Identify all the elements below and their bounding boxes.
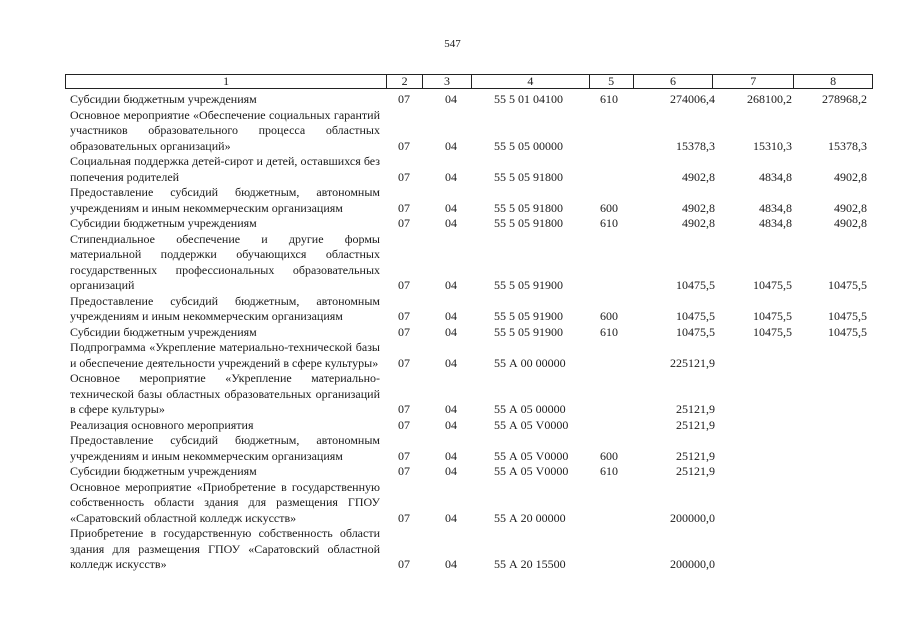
row-description: Реализация основного мероприятия (70, 417, 254, 432)
row-cell-c5: 610 (600, 216, 618, 230)
row-cell-c6: 4902,8 (682, 216, 715, 230)
row-cell-c8: 4902,8 (834, 200, 867, 215)
row-cell-c8: 10475,5 (828, 278, 867, 292)
row-cell-c7: 10475,5 (753, 309, 792, 323)
row-cell-c3: 04 (445, 200, 457, 215)
table-row (0, 154, 905, 185)
row-cell-c7: 15310,3 (753, 138, 792, 153)
row-cell-c8: 10475,5 (828, 309, 867, 323)
row-cell-c2: 07 (398, 216, 410, 230)
row-description: Стипендиальное обеспечение и другие формы материальной поддержки обучающихся областных государственных профессиональных образовательных организаций (70, 231, 380, 292)
row-cell-c2: 07 (398, 510, 410, 525)
row-cell-c4: 55 5 01 04100 (494, 92, 563, 106)
budget-table-body (0, 92, 905, 573)
row-cell-c4: 55 5 05 91800 (494, 169, 563, 184)
row-description: Социальная поддержка детей-сирот и детей, оставшихся без попечения родителей (70, 154, 380, 184)
header-col-5: 5 (590, 75, 634, 88)
row-cell-c4: 55 А 20 15500 (494, 557, 566, 571)
row-cell-c6: 225121,9 (670, 355, 715, 370)
row-description: Предоставление субсидий бюджетным, автономным учреждениям и иным некоммерческим организациям (70, 293, 380, 323)
row-cell-c2: 07 (398, 278, 410, 292)
row-cell-c6: 10475,5 (676, 278, 715, 292)
row-cell-c3: 04 (445, 464, 457, 478)
row-cell-c3: 04 (445, 216, 457, 230)
row-cell-c4: 55 А 20 00000 (494, 510, 566, 525)
row-cell-c5: 610 (600, 324, 618, 339)
table-header (65, 74, 873, 89)
table-row (0, 433, 905, 464)
row-cell-c3: 04 (445, 309, 457, 323)
table-row (0, 108, 905, 155)
row-cell-c5: 600 (600, 200, 618, 215)
table-row (0, 526, 905, 573)
row-cell-c4: 55 5 05 91900 (494, 324, 563, 339)
row-description: Основное мероприятие «Укрепление материально-технической базы областных образовательных организаций в сфере культуры» (70, 371, 380, 416)
row-cell-c2: 07 (398, 138, 410, 153)
row-cell-c4: 55 5 05 00000 (494, 138, 563, 153)
row-cell-c2: 07 (398, 92, 410, 106)
row-cell-c5: 610 (600, 92, 618, 106)
row-cell-c2: 07 (398, 402, 410, 416)
row-cell-c7: 4834,8 (759, 169, 792, 184)
row-cell-c4: 55 А 05 V0000 (494, 448, 569, 463)
table-row (0, 464, 905, 480)
row-cell-c3: 04 (445, 278, 457, 292)
row-cell-c6: 25121,9 (676, 402, 715, 416)
row-cell-c4: 55 А 05 V0000 (494, 417, 569, 432)
row-cell-c4: 55 А 05 00000 (494, 402, 566, 416)
row-description: Основное мероприятие «Приобретение в государственную собственность области здания для размещения ГПОУ «Саратовский областной колледж искусств» (70, 479, 380, 525)
table-row (0, 340, 905, 371)
row-cell-c6: 25121,9 (676, 464, 715, 478)
table-row (0, 92, 905, 108)
row-cell-c5: 610 (600, 464, 618, 478)
table-row (0, 185, 905, 216)
row-cell-c3: 04 (445, 510, 457, 525)
table-row (0, 294, 905, 325)
table-row (0, 232, 905, 294)
header-col-7: 7 (713, 75, 794, 88)
header-col-3: 3 (423, 75, 472, 88)
row-cell-c6: 200000,0 (670, 557, 715, 571)
row-cell-c4: 55 А 05 V0000 (494, 464, 569, 478)
row-cell-c2: 07 (398, 464, 410, 478)
row-cell-c8: 4902,8 (834, 169, 867, 184)
row-cell-c2: 07 (398, 324, 410, 339)
row-cell-c6: 25121,9 (676, 448, 715, 463)
row-cell-c3: 04 (445, 324, 457, 339)
header-col-2: 2 (387, 75, 423, 88)
row-description: Субсидии бюджетным учреждениям (70, 216, 257, 230)
row-cell-c3: 04 (445, 557, 457, 571)
row-cell-c6: 10475,5 (676, 324, 715, 339)
table-row (0, 216, 905, 232)
row-description: Субсидии бюджетным учреждениям (70, 464, 257, 478)
row-description: Предоставление субсидий бюджетным, автономным учреждениям и иным некоммерческим организациям (70, 185, 380, 215)
header-col-4: 4 (472, 75, 590, 88)
row-cell-c5: 600 (600, 309, 618, 323)
row-cell-c8: 278968,2 (822, 92, 867, 106)
row-cell-c4: 55 5 05 91800 (494, 216, 563, 230)
row-cell-c8: 15378,3 (828, 138, 867, 153)
row-cell-c6: 200000,0 (670, 510, 715, 525)
row-cell-c2: 07 (398, 557, 410, 571)
row-cell-c3: 04 (445, 402, 457, 416)
page-number: 547 (444, 38, 461, 50)
header-col-8: 8 (830, 74, 837, 88)
row-description: Субсидии бюджетным учреждениям (70, 324, 257, 339)
row-cell-c4: 55 5 05 91900 (494, 309, 563, 323)
table-row (0, 325, 905, 341)
row-description: Основное мероприятие «Обеспечение социальных гарантий участников образовательного процесса областных образовательных организаций» (70, 107, 380, 153)
row-cell-c6: 10475,5 (676, 309, 715, 323)
row-description: Субсидии бюджетным учреждениям (70, 92, 257, 106)
row-cell-c6: 4902,8 (682, 200, 715, 215)
row-cell-c2: 07 (398, 309, 410, 323)
row-cell-c3: 04 (445, 448, 457, 463)
row-cell-c4: 55 А 00 00000 (494, 355, 566, 370)
row-cell-c6: 274006,4 (670, 92, 715, 106)
table-row (0, 418, 905, 434)
row-description: Подпрограмма «Укрепление материально-технической базы и обеспечение деятельности учреждений в сфере культуры» (70, 340, 380, 370)
header-col-6: 6 (634, 75, 714, 88)
row-cell-c7: 4834,8 (759, 200, 792, 215)
row-cell-c5: 600 (600, 448, 618, 463)
row-cell-c2: 07 (398, 169, 410, 184)
row-cell-c7: 10475,5 (753, 324, 792, 339)
row-cell-c2: 07 (398, 200, 410, 215)
row-cell-c8: 10475,5 (828, 324, 867, 339)
row-cell-c3: 04 (445, 417, 457, 432)
row-cell-c3: 04 (445, 92, 457, 106)
table-row (0, 371, 905, 418)
row-cell-c2: 07 (398, 355, 410, 370)
row-description: Предоставление субсидий бюджетным, автономным учреждениям и иным некоммерческим организациям (70, 433, 380, 463)
row-cell-c7: 268100,2 (747, 92, 792, 106)
row-cell-c3: 04 (445, 169, 457, 184)
header-col-1: 1 (66, 75, 387, 88)
row-cell-c4: 55 5 05 91900 (494, 278, 563, 292)
row-cell-c6: 15378,3 (676, 138, 715, 153)
row-cell-c3: 04 (445, 138, 457, 153)
row-cell-c7: 4834,8 (759, 216, 792, 230)
row-cell-c8: 4902,8 (834, 216, 867, 230)
row-cell-c6: 25121,9 (676, 417, 715, 432)
row-description: Приобретение в государственную собственность области здания для размещения ГПОУ «Саратовский областной колледж искусств» (70, 526, 380, 571)
table-row (0, 480, 905, 527)
row-cell-c2: 07 (398, 417, 410, 432)
row-cell-c7: 10475,5 (753, 278, 792, 292)
row-cell-c3: 04 (445, 355, 457, 370)
row-cell-c2: 07 (398, 448, 410, 463)
row-cell-c4: 55 5 05 91800 (494, 200, 563, 215)
row-cell-c6: 4902,8 (682, 169, 715, 184)
